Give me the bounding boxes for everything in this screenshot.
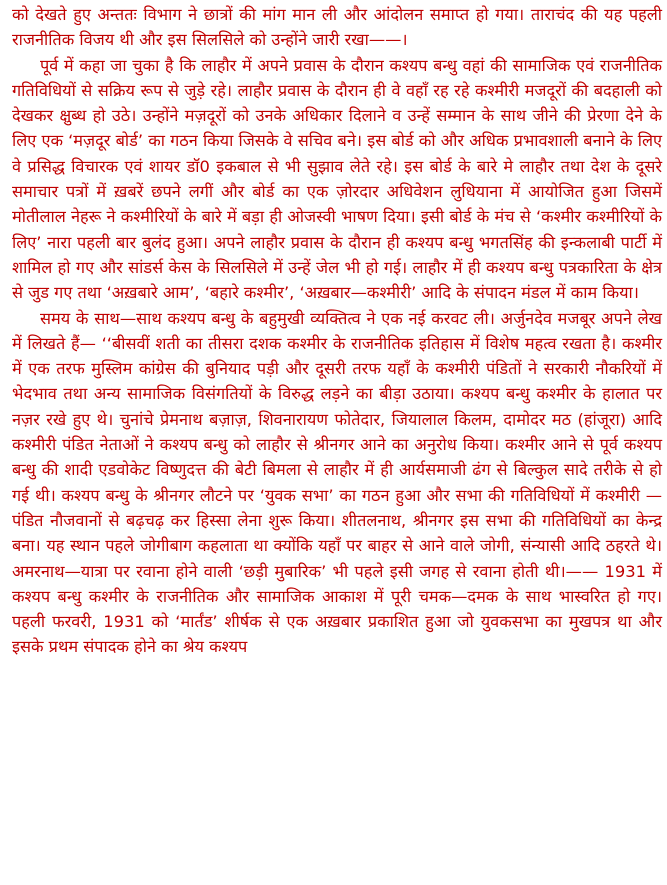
paragraph-1: को देखते हुए अन्ततः विभाग ने छात्रों की मांग मान ली और आंदोलन समाप्त हो गया। ताराचंद की यह पहली राजनीतिक विजय थी और इस सिलसिले को उन्होंने जारी रखा——। <box>12 5 662 50</box>
paragraph-2: पूर्व में कहा जा चुका है कि लाहौर में अपने प्रवास के दौरान कश्यप बन्धु वहां की सामाजिक एवं राजनीतिक गतिविधियों से सक्रिय रूप से जुड़े रहे। लाहौर प्रवास के दौरान ही वे वहाँ रह रहे कश्मीरी मजदूरों की बदहाली को देखकर क्षुब्ध हो उठे। उन्होंने मज़दूरों को उनके अधिकार दिलाने व उन्हें सम्मान के साथ जीने की प्रेरणा देने के लिए एक ‘मज़दूर बोर्ड’ का गठन किया जिसके वे सचिव बने। इस बोर्ड को और अधिक प्रभावशाली बनाने के लिए वे प्रसिद्ध विचारक एवं शायर डॉ0 इकबाल से भी सुझाव लेते रहे। इस बोर्ड के बारे मे लाहौर तथा देश के दूसरे समाचार पत्रों में ख़बरें छपने लगीं और बोर्ड का एक ज़ोरदार अधिवेशन लुधियाना में आयोजित हुआ जिसमें मोतीलाल नेहरू ने कश्मीरियों के बारे में बड़ा ही ओजस्वी भाषण दिया। इसी बोर्ड के मंच से ‘कश्मीर कश्मीरियों के लिए’ नारा पहली बार बुलंद हुआ। अपने लाहौर प्रवास के दौरान ही कश्यप बन्धु भगतसिंह की इन्कलाबी पार्टी में शामिल हो गए और सांडर्स केस के सिलसिले में उन्हें जेल भी हो गई। लाहौर में ही कश्यप बन्धु पत्रकारिता के क्षेत्र से जुड गए तथा ‘अख़बारे आम’, ‘बहारे कश्मीर’, ‘अख़बार—कश्मीरी’ आदि के संपादन मंडल में काम किया। <box>12 55 662 303</box>
paragraph-3: समय के साथ—साथ कश्यप बन्धु के बहुमुखी व्यक्तित्व ने एक नई करवट ली। अर्जुनदेव मजबूर अपने लेख में लिखते हैं— ‘‘बीसवीं शती का तीसरा दशक कश्मीर के राजनीतिक इतिहास में विशेष महत्व रखता है। कश्मीर में एक तरफ मुस्लिम कांग्रेस की बुनियाद पड़ी और दूसरी तरफ यहाँ के कश्मीरी पंडितों ने सरकारी नौकरियों में भेदभाव तथा अन्य सामाजिक विसंगतियों के विरुद्ध लड़ने का बीड़ा उठाया। कश्यप बन्धु कश्मीर के हालात पर नज़र रखे हुए थे। चुनांचे प्रेमनाथ बज़ाज़, शिवनारायण फोतेदार, जियालाल किलम, दामोदर मठ (हांजूरा) आदि कश्मीरी पंडित नेताओं ने कश्यप बन्धु को लाहौर से श्रीनगर आने का अनुरोध किया। कश्मीर आने से पूर्व कश्यप बन्धु की शादी एडवोकेट विष्णुदत्त की बेटी बिमला से लाहौर में ही आर्यसमाजी ढंग से बिल्कुल सादे तरीके से हो गई थी। कश्यप बन्धु के श्रीनगर लौटने पर ‘युवक सभा’ का गठन हुआ और सभा की गतिविधियों में कश्मीरी —पंडित नौजवानों से बढ़चढ़ कर हिस्सा लेना शुरू किया। शीतलनाथ, श्रीनगर इस सभा की गतिविधियों का केन्द्र बना। यह स्थान पहले जोगीबाग कहलाता था क्योंकि यहाँ पर बाहर से आने वाले जोगी, संन्यासी आदि ठहरते थे। अमरनाथ—यात्रा पर रवाना होने वाली ‘छड़ी मुबारिक’ भी पहले इसी जगह से रवाना होती थी।—— 1931 में कश्यप बन्धु कश्मीर के राजनीतिक और सामाजिक आकाश में पूरी चमक—दमक के साथ भास्वरित हो गए। पहली फरवरी, 1931 को ‘मार्तंड’ शीर्षक से एक अख़बार प्रकाशित हुआ जो युवकसभा का मुखपत्र था और इसके प्रथम संपादक होने का श्रेय कश्यप <box>12 308 662 657</box>
